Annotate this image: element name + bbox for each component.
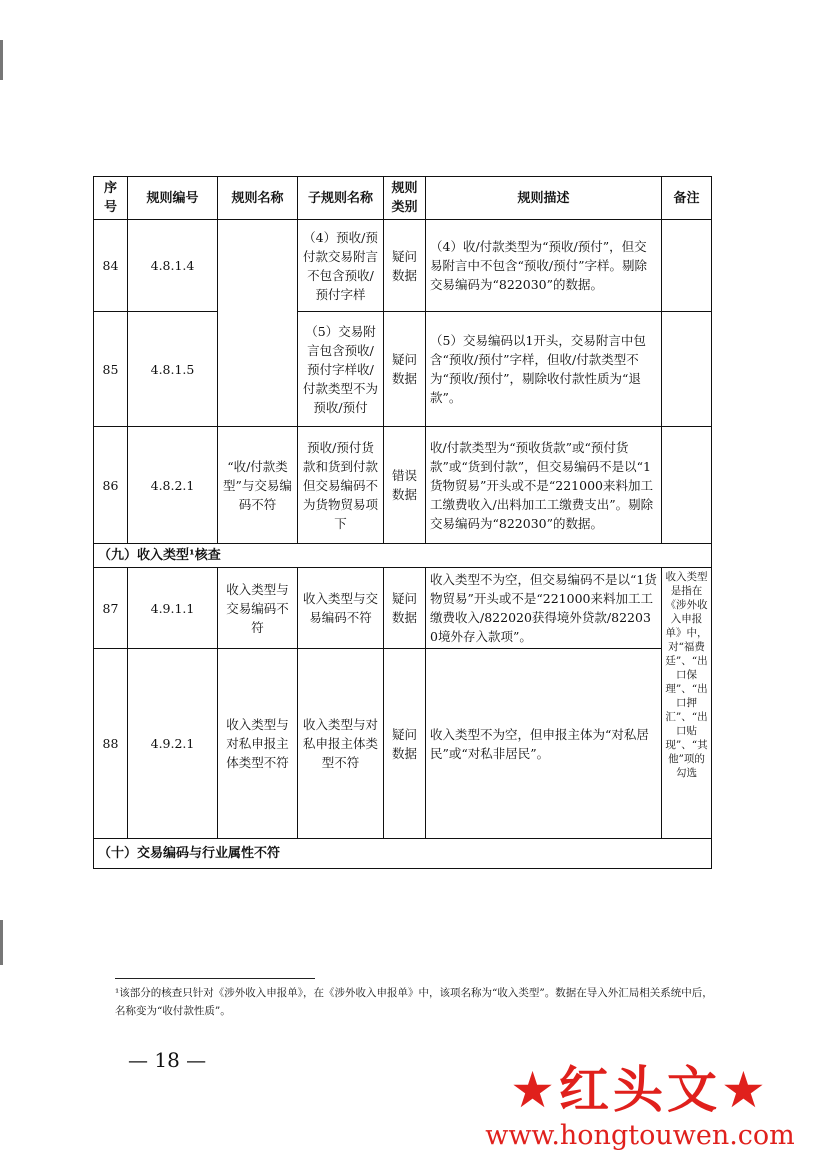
scan-edge-mark xyxy=(0,920,3,965)
cell-rule-name: “收/付款类型”与交易编码不符 xyxy=(218,427,298,544)
section-title-income-type: （九）收入类型¹核查 xyxy=(94,544,712,568)
watermark xyxy=(455,1050,825,1160)
header-sub-rule-name: 子规则名称 xyxy=(298,177,384,220)
header-seq: 序号 xyxy=(94,177,128,220)
cell-desc: （4）收/付款类型为“预收/预付”，但交易附言中不包含“预收/预付”字样。剔除交易编码为“822030”的数据。 xyxy=(426,220,662,312)
cell-desc: （5）交易编码以1开头，交易附言中包含“预收/预付”字样，但收/付款类型不为“预收/预付”，剔除收付款性质为“退款”。 xyxy=(426,312,662,427)
cell-sub-rule: 收入类型与对私申报主体类型不符 xyxy=(298,649,384,839)
table-row xyxy=(94,312,712,427)
table-row xyxy=(94,649,712,839)
cell-category: 疑问数据 xyxy=(384,649,426,839)
header-rule-code: 规则编号 xyxy=(128,177,218,220)
cell-sub-rule: （4）预收/预付款交易附言不包含预收/预付字样 xyxy=(298,220,384,312)
cell-sub-rule: （5）交易附言包含预收/预付字样收/付款类型不为预收/预付 xyxy=(298,312,384,427)
cell-rule-name: 收入类型与交易编码不符 xyxy=(218,568,298,649)
scan-edge-mark xyxy=(0,40,3,80)
cell-rule-name: 收入类型与对私申报主体类型不符 xyxy=(218,649,298,839)
cell-category: 疑问数据 xyxy=(384,312,426,427)
cell-sub-rule: 收入类型与交易编码不符 xyxy=(298,568,384,649)
cell-code: 4.8.2.1 xyxy=(128,427,218,544)
cell-seq: 87 xyxy=(94,568,128,649)
cell-code: 4.9.2.1 xyxy=(128,649,218,839)
header-rule-category: 规则类别 xyxy=(384,177,426,220)
cell-remark xyxy=(662,220,712,312)
section-row xyxy=(94,544,712,568)
cell-code: 4.9.1.1 xyxy=(128,568,218,649)
cell-seq: 86 xyxy=(94,427,128,544)
cell-seq: 85 xyxy=(94,312,128,427)
cell-desc: 收入类型不为空，但申报主体为“对私居民”或“对私非居民”。 xyxy=(426,649,662,839)
cell-remark xyxy=(662,312,712,427)
table-row xyxy=(94,568,712,649)
header-rule-name: 规则名称 xyxy=(218,177,298,220)
section-row xyxy=(94,839,712,869)
cell-name-empty xyxy=(218,220,298,427)
cell-category: 疑问数据 xyxy=(384,568,426,649)
cell-category: 疑问数据 xyxy=(384,220,426,312)
footnote: ¹该部分的核查只针对《涉外收入申报单》，在《涉外收入申报单》中，该项名称为“收入类型”。数据在导入外汇局相关系统中后，名称变为“收付款性质”。 xyxy=(115,987,713,1017)
cell-remark-income-type: 收入类型是指在《涉外收入申报单》中，对“福费廷”、“出口保理”、“出口押汇”、“出口贴现”、“其他”项的勾选 xyxy=(662,568,712,839)
cell-seq: 88 xyxy=(94,649,128,839)
cell-code: 4.8.1.5 xyxy=(128,312,218,427)
cell-desc: 收入类型不为空，但交易编码不是以“1货物贸易”开头或不是“221000来料加工工缴费收入/822020获得境外贷款/822030境外存入款项”。 xyxy=(426,568,662,649)
header-remark: 备注 xyxy=(662,177,712,220)
table-row xyxy=(94,220,712,312)
cell-code: 4.8.1.4 xyxy=(128,220,218,312)
table-header-row xyxy=(94,177,712,220)
watermark-title: ★红头文★ xyxy=(510,1061,770,1119)
watermark-url: www.hongtouwen.com xyxy=(485,1120,795,1151)
page-number: — 18 — xyxy=(128,1048,207,1072)
header-rule-desc: 规则描述 xyxy=(426,177,662,220)
section-title-trade-code: （十）交易编码与行业属性不符 xyxy=(94,839,712,869)
cell-desc: 收/付款类型为“预收货款”或“预付货款”或“货到付款”，但交易编码不是以“1货物贸易”开头或不是“221000来料加工工缴费收入/出料加工工缴费支出”。剔除交易编码为“822030”的数据。 xyxy=(426,427,662,544)
table-row xyxy=(94,427,712,544)
footnote-divider xyxy=(115,978,315,979)
rules-table xyxy=(93,176,712,869)
cell-seq: 84 xyxy=(94,220,128,312)
cell-sub-rule: 预收/预付货款和货到付款但交易编码不为货物贸易项下 xyxy=(298,427,384,544)
cell-remark xyxy=(662,427,712,544)
cell-category: 错误数据 xyxy=(384,427,426,544)
